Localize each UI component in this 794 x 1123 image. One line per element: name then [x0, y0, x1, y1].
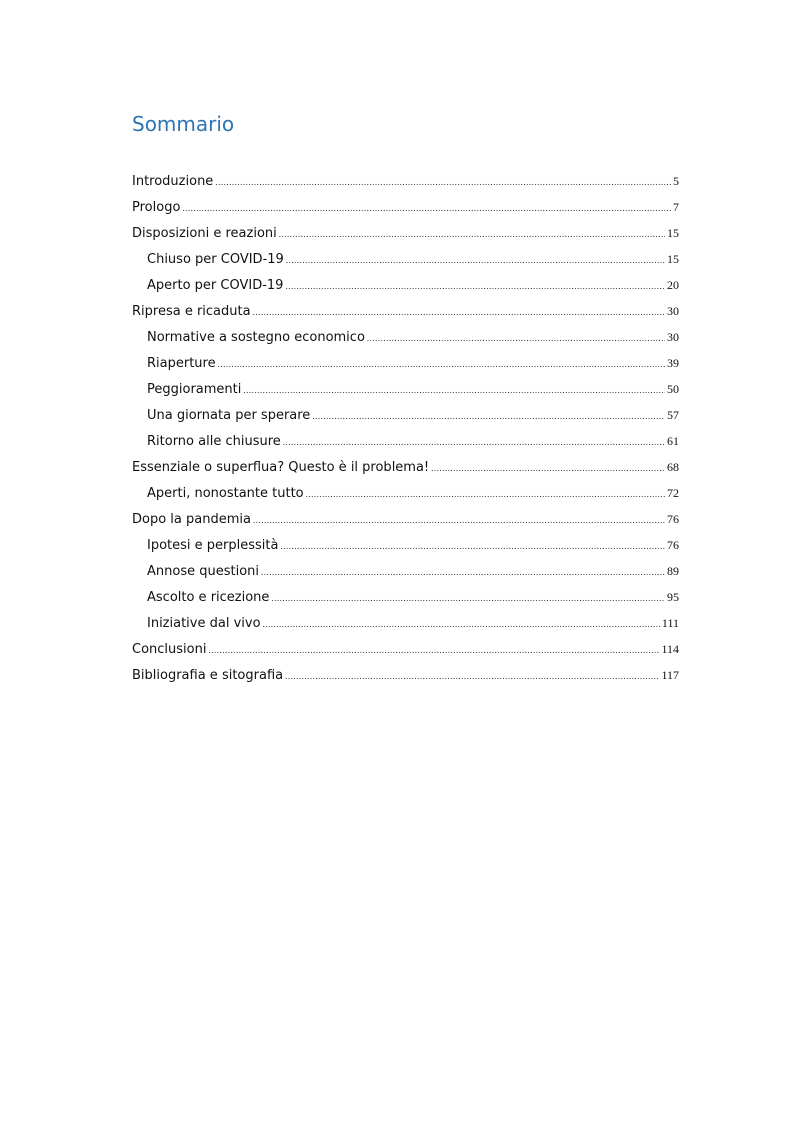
dot-leader	[285, 663, 659, 689]
dot-leader	[208, 637, 659, 663]
toc-entry[interactable]	[132, 350, 679, 376]
toc-entry-label: Introduzione	[132, 174, 214, 189]
toc-entry-page: 20	[667, 278, 679, 292]
toc-entry-page: 89	[667, 564, 679, 578]
dot-leader	[218, 351, 665, 377]
toc-entry-page: 7	[673, 200, 679, 214]
toc-entry[interactable]	[132, 636, 679, 662]
dot-leader	[285, 273, 665, 299]
toc-entry[interactable]	[132, 480, 679, 506]
toc-entry[interactable]	[132, 610, 679, 636]
toc-entry-label: Chiuso per COVID-19	[147, 252, 284, 267]
dot-leader	[215, 169, 671, 195]
toc-entry-label: Aperto per COVID-19	[147, 278, 284, 293]
toc-entry[interactable]	[132, 220, 679, 246]
dot-leader	[182, 195, 671, 221]
toc-entry-label: Una giornata per sperare	[147, 408, 311, 423]
toc-entry-label: Riaperture	[147, 356, 216, 371]
dot-leader	[253, 299, 665, 325]
toc-entry-page: 15	[667, 226, 679, 240]
toc-entry[interactable]	[132, 246, 679, 272]
toc-entry[interactable]	[132, 324, 679, 350]
dot-leader	[263, 611, 660, 637]
dot-leader	[271, 585, 665, 611]
toc-entry-label: Ripresa e ricaduta	[132, 304, 251, 319]
toc-entry-label: Bibliografia e sitografia	[132, 668, 284, 683]
toc-entry-page: 72	[667, 486, 679, 500]
dot-leader	[253, 507, 665, 533]
dot-leader	[367, 325, 665, 351]
toc-entry-page: 30	[667, 304, 679, 318]
toc-entry[interactable]	[132, 662, 679, 688]
dot-leader	[243, 377, 665, 403]
toc-entry-page: 61	[667, 434, 679, 448]
dot-leader	[286, 247, 665, 273]
toc-entry-label: Ritorno alle chiusure	[147, 434, 281, 449]
toc-entry-label: Dopo la pandemia	[132, 512, 251, 527]
toc-entry-page: 15	[667, 252, 679, 266]
toc-entry-label: Essenziale o superflua? Questo è il problema!	[132, 460, 430, 475]
toc-entry[interactable]	[132, 298, 679, 324]
toc-entry-page: 5	[673, 174, 679, 188]
toc-entry-page: 114	[661, 642, 679, 656]
toc-entry[interactable]	[132, 532, 679, 558]
dot-leader	[280, 533, 665, 559]
toc-title: Sommario	[132, 112, 235, 136]
toc-entry-label: Normative a sostegno economico	[147, 330, 365, 345]
toc-entry[interactable]	[132, 584, 679, 610]
table-of-contents	[132, 168, 679, 688]
toc-entry-label: Aperti, nonostante tutto	[147, 486, 304, 501]
toc-entry[interactable]	[132, 168, 679, 194]
toc-entry-label: Prologo	[132, 200, 181, 215]
toc-entry[interactable]	[132, 272, 679, 298]
toc-entry[interactable]	[132, 506, 679, 532]
toc-entry-page: 30	[667, 330, 679, 344]
toc-entry-page: 76	[667, 538, 679, 552]
toc-entry-page: 117	[661, 668, 679, 682]
dot-leader	[261, 559, 665, 585]
toc-entry-label: Conclusioni	[132, 642, 207, 657]
dot-leader	[431, 455, 665, 481]
dot-leader	[312, 403, 665, 429]
toc-entry-page: 95	[667, 590, 679, 604]
toc-entry-page: 68	[667, 460, 679, 474]
toc-entry-label: Disposizioni e reazioni	[132, 226, 277, 241]
toc-entry[interactable]	[132, 558, 679, 584]
toc-entry-label: Ipotesi e perplessità	[147, 538, 279, 553]
toc-entry[interactable]	[132, 402, 679, 428]
toc-entry-label: Iniziative dal vivo	[147, 616, 261, 631]
toc-entry[interactable]	[132, 428, 679, 454]
toc-entry[interactable]	[132, 376, 679, 402]
toc-entry[interactable]	[132, 194, 679, 220]
toc-entry-page: 111	[661, 616, 679, 630]
toc-entry-page: 76	[667, 512, 679, 526]
toc-entry-label: Peggioramenti	[147, 382, 242, 397]
toc-entry-label: Annose questioni	[147, 564, 260, 579]
toc-entry[interactable]	[132, 454, 679, 480]
toc-entry-page: 57	[667, 408, 679, 422]
toc-entry-page: 50	[667, 382, 679, 396]
toc-entry-page: 39	[667, 356, 679, 370]
toc-entry-label: Ascolto e ricezione	[147, 590, 270, 605]
dot-leader	[283, 429, 665, 455]
dot-leader	[279, 221, 665, 247]
dot-leader	[306, 481, 665, 507]
